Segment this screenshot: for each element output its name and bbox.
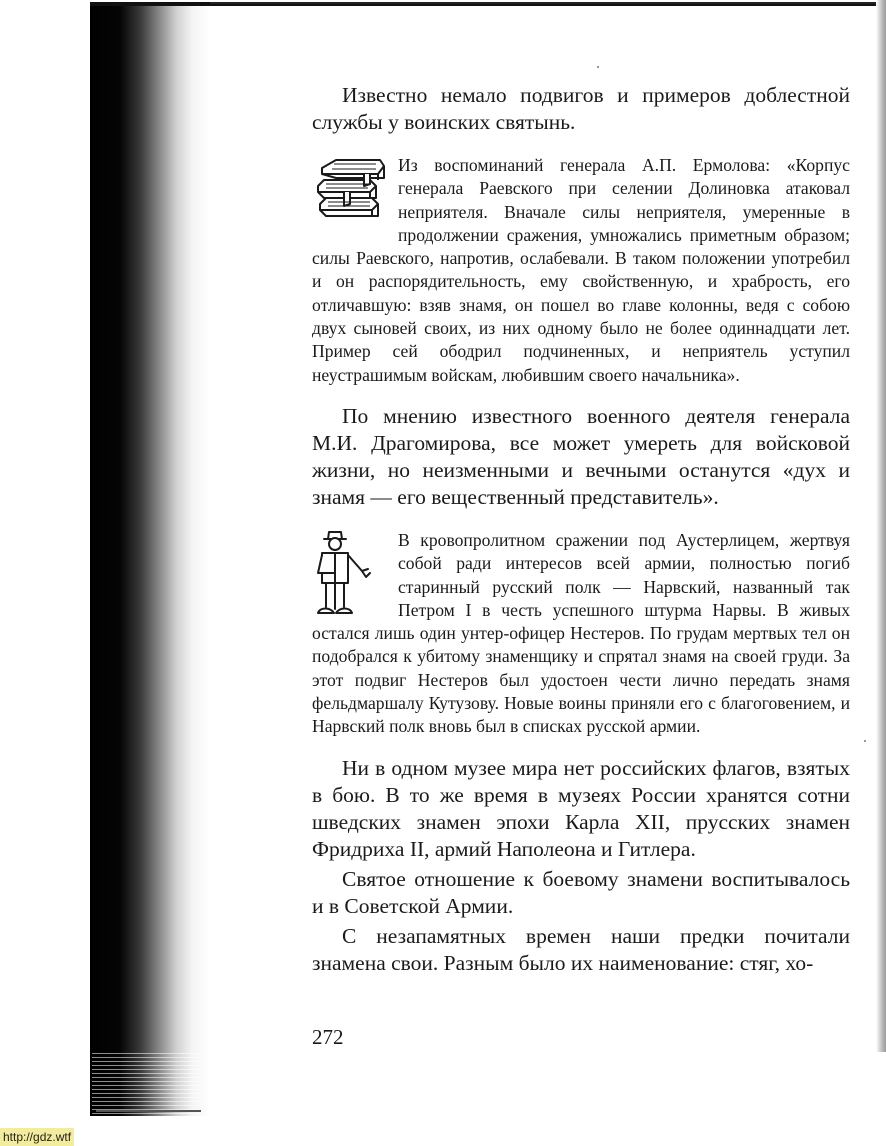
- page-content: [312, 82, 850, 977]
- paragraph-museums: Ни в одном музее мира нет российских флагов, взятых в бою. В то же время в музеях России хранятся сотни шведских знамен эпохи Карла XII, прусских знамен Фридриха II, армий Наполеона и Гитлера.: [312, 755, 850, 861]
- spine-scan-lines: [92, 1050, 202, 1118]
- scan-speck: [864, 740, 866, 742]
- inset-narva-regiment: [312, 529, 850, 739]
- paragraph-ancestors: С незапамятных времен наши предки почитали знамена свои. Разным было их наименование: стяг, хо-: [312, 923, 850, 975]
- paragraph-dragomirov: По мнению известного военного деятеля генерала М.И. Драгомирова, все может умереть для войсковой жизни, но неизменными и вечными останутся «дух и знамя — его вещественный представитель».: [312, 403, 850, 509]
- inset-text-ermolov: Из воспоминаний генерала А.П. Ермолова: «Корпус генерала Раевского при селении Долиновка атаковал неприятеля. Вначале силы неприятеля, умеренные в продолжении сражения, умножались приметным образом; силы Раевского, напротив, ослабевали. В таком положении употребил и он распорядительность, ему свойственную, и храбрость, его отличавшую: взяв знамя, он пошел во главе колонны, ведя с собою двух сыновей своих, из них одному было не более одиннадцати лет. Пример сей ободрил подчиненных, и неприятель уступил неустрашимым войскам, любившим своего начальника».: [312, 155, 850, 385]
- inset-ermolov-quote: [312, 154, 850, 387]
- books-stack-icon: [312, 154, 398, 246]
- page-number: 272: [312, 1025, 344, 1049]
- spine-tail-line: [96, 1110, 201, 1112]
- paragraph-soviet-army: Святое отношение к боевому знамени воспитывалось и в Советской Армии.: [312, 866, 850, 918]
- man-pointing-icon: [312, 529, 398, 621]
- top-page-edge-line: [210, 2, 886, 4]
- paragraph-intro: Известно немало подвигов и примеров доблестной службы у воинских святынь.: [312, 83, 850, 134]
- scan-speck: [597, 66, 599, 68]
- book-spine-shadow: [90, 4, 210, 1116]
- inset-text-narva: В кровопролитном сражении под Аустерлицем, жертвуя собой ради интересов всей армии, полностью погиб старинный русский полк — Нарвский, названный так Петром I в честь успешного штурма Нарвы. В живых остался лишь один унтер-офицер Нестеров. По грудам мертвых тел он подобрался к убитому знаменщику и спрятал знамя на своей груди. За этот подвиг Нестеров был удостоен чести лично передать знамя фельдмаршалу Кутузову. Новые воины приняли его с благоговением, и Нарвский полк вновь был в списках русской армии.: [312, 529, 850, 737]
- watermark-link[interactable]: http://gdz.wtf: [0, 1128, 74, 1146]
- right-page-edge: [876, 0, 886, 1052]
